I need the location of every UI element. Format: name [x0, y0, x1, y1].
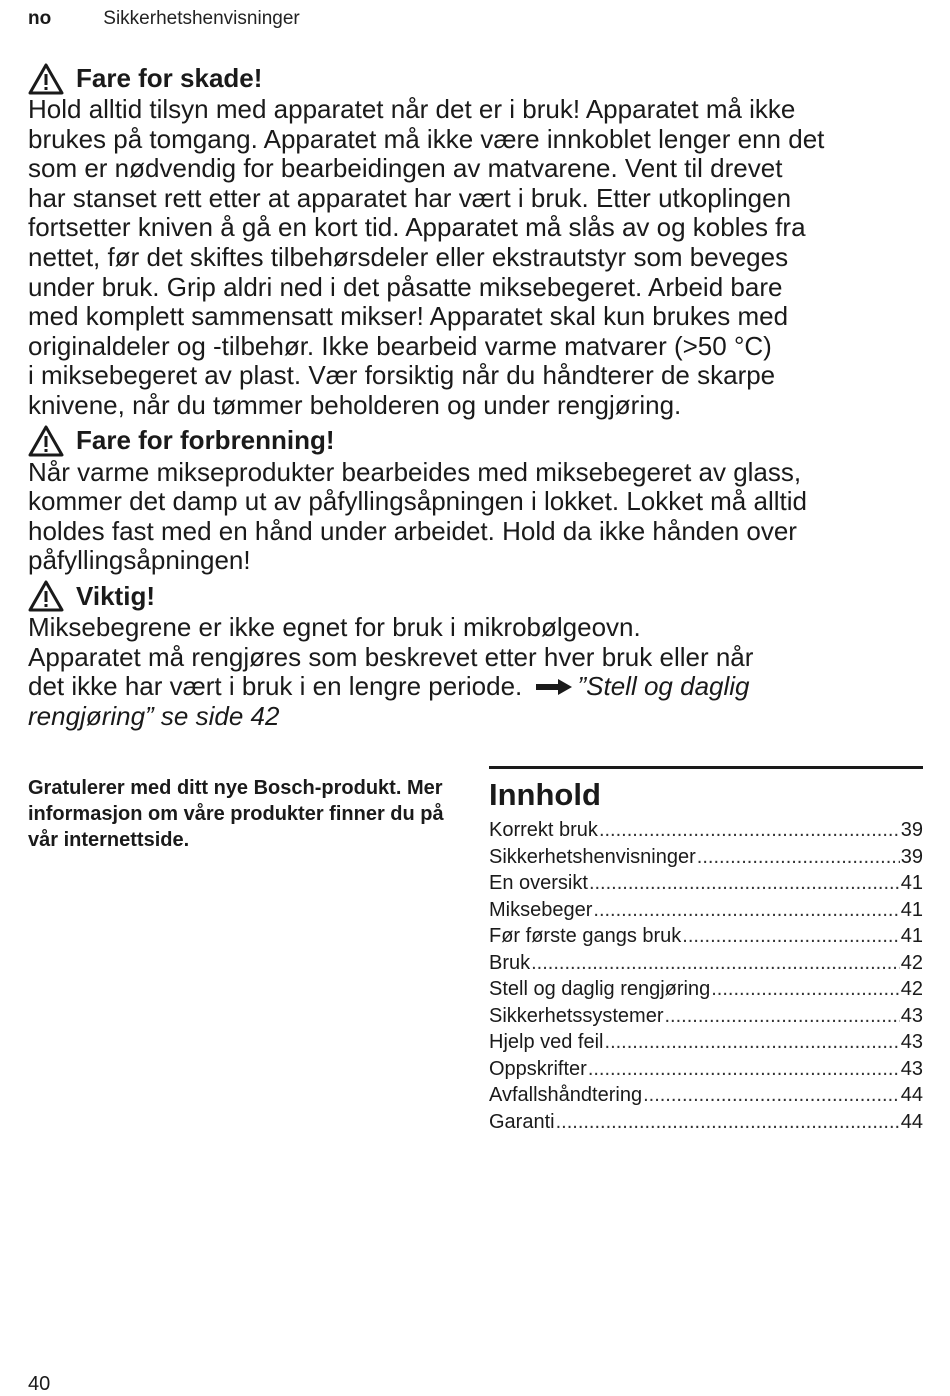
toc-entry[interactable] [489, 978, 923, 1005]
text-line: Miksebegrene er ikke egnet for bruk i mikrobølgeovn. [28, 611, 641, 642]
text-line: med komplett sammensatt mikser! Apparatet skal kun brukes med [28, 301, 789, 332]
toc-entry-label: Bruk [489, 951, 531, 974]
toc-leader-dots [605, 1031, 900, 1054]
toc-entry[interactable] [489, 1005, 923, 1032]
toc-entry[interactable] [489, 1111, 923, 1138]
text-line: nettet, før det skiftes tilbehørsdeler eller ekstrautstyr som beveges [28, 241, 789, 272]
section-title: Sikkerhetshenvisninger [103, 8, 300, 29]
warning-title: Viktig! [76, 580, 155, 611]
toc-entry[interactable] [489, 846, 923, 873]
text-line: Apparatet må rengjøres som beskrevet etter hver bruk eller når [28, 641, 754, 672]
toc-entry[interactable] [489, 1084, 923, 1111]
warning-triangle-icon [28, 580, 64, 612]
toc-leader-dots [588, 1058, 900, 1081]
toc-list [489, 819, 923, 1137]
toc-entry-page: 44 [900, 1084, 923, 1106]
toc-entry-label: Før første gangs bruk [489, 925, 682, 947]
warning-text [28, 95, 928, 421]
warning-text [28, 613, 928, 731]
warning-title: Fare for skade! [76, 62, 263, 93]
toc-title: Innhold [489, 777, 601, 812]
table-of-contents [489, 766, 923, 1137]
divider [489, 766, 923, 769]
warning-burn [28, 425, 928, 576]
text-line-with-reference [28, 672, 928, 702]
warning-heading [28, 580, 928, 613]
toc-entry[interactable] [489, 819, 923, 846]
text-line: brukes på tomgang. Apparatet må ikke være innkoblet lenger enn det [28, 123, 825, 154]
warning-text [28, 458, 928, 576]
warning-title: Fare for forbrenning! [76, 425, 335, 456]
toc-entry-label: En oversikt [489, 872, 588, 894]
toc-leader-dots [682, 925, 899, 948]
toc-leader-dots [531, 952, 900, 975]
toc-entry-page: 43 [900, 1031, 923, 1053]
toc-entry-label: Sikkerhetssystemer [489, 1004, 664, 1027]
text-segment: det ikke har vært i bruk i en lengre periode. [28, 671, 523, 702]
cross-reference-link[interactable]: ”Stell og daglig [577, 671, 750, 702]
toc-entry-page: 44 [900, 1110, 923, 1133]
warning-triangle-icon [28, 63, 64, 95]
toc-entry-label: Korrekt bruk [489, 819, 598, 841]
text-line: fortsetter kniven å gå en kort tid. Apparatet må slås av og kobles fra [28, 212, 806, 243]
arrow-right-icon [534, 677, 574, 697]
toc-entry-label: Oppskrifter [489, 1057, 587, 1080]
toc-entry-page: 41 [900, 872, 923, 894]
toc-entry-page: 41 [900, 925, 923, 947]
warning-injury [28, 62, 928, 421]
toc-entry-label: Miksebeger [489, 898, 593, 921]
text-line: knivene, når du tømmer beholderen og under rengjøring. [28, 389, 682, 420]
text-line: påfyllingsåpningen! [28, 545, 251, 576]
warning-heading [28, 62, 928, 95]
text-line: originaldeler og -tilbehør. Ikke bearbeid varme matvarer (>50 °C) [28, 330, 772, 361]
toc-entry-page: 43 [900, 1004, 923, 1027]
language-code: no [28, 8, 52, 29]
toc-entry-label: Sikkerhetshenvisninger [489, 845, 696, 868]
toc-leader-dots [643, 1084, 900, 1107]
toc-entry-label: Hjelp ved feil [489, 1031, 604, 1053]
toc-entry[interactable] [489, 952, 923, 979]
toc-entry-label: Stell og daglig rengjøring [489, 978, 711, 1000]
toc-entry[interactable] [489, 925, 923, 952]
toc-entry[interactable] [489, 1058, 923, 1085]
text-line: kommer det damp ut av påfyllingsåpningen i lokket. Lokket må alltid [28, 486, 807, 517]
text-line: i miksebegeret av plast. Vær forsiktig når du håndterer de skarpe [28, 360, 776, 391]
text-line: holdes fast med en hånd under arbeidet. Hold da ikke hånden over [28, 515, 797, 546]
toc-entry-page: 41 [900, 898, 923, 921]
toc-entry-page: 39 [900, 845, 923, 868]
page-header [28, 8, 300, 30]
warning-heading [28, 425, 928, 458]
warning-triangle-icon [28, 425, 64, 457]
toc-entry-page: 43 [900, 1057, 923, 1080]
toc-entry-page: 42 [900, 978, 923, 1000]
toc-leader-dots [593, 899, 899, 922]
intro-text: Gratulerer med ditt nye Bosch-produkt. Mer informasjon om våre produkter finner du på vår internettside. [28, 777, 444, 851]
page-number: 40 [28, 1373, 51, 1395]
text-line: har stanset rett etter at apparatet har vært i bruk. Etter utkoplingen [28, 182, 792, 213]
toc-leader-dots [697, 846, 900, 869]
cross-reference-link[interactable]: rengjøring” se side 42 [28, 700, 280, 731]
toc-entry-page: 42 [900, 951, 923, 974]
toc-entry[interactable] [489, 1031, 923, 1058]
toc-entry-label: Garanti [489, 1110, 555, 1133]
text-line: Når varme mikseprodukter bearbeides med miksebegeret av glass, [28, 456, 802, 487]
text-line: under bruk. Grip aldri ned i det påsatte miksebegeret. Arbeid bare [28, 271, 783, 302]
toc-leader-dots [599, 819, 900, 842]
safety-notices [28, 62, 928, 731]
toc-entry[interactable] [489, 872, 923, 899]
toc-leader-dots [556, 1111, 900, 1134]
toc-leader-dots [589, 872, 900, 895]
text-line: som er nødvendig for bearbeidingen av matvarene. Vent til drevet [28, 153, 783, 184]
warning-important [28, 580, 928, 731]
toc-leader-dots [665, 1005, 900, 1028]
toc-entry[interactable] [489, 899, 923, 926]
toc-entry-page: 39 [900, 819, 923, 841]
toc-leader-dots [711, 978, 900, 1001]
text-line: Hold alltid tilsyn med apparatet når det er i bruk! Apparatet må ikke [28, 94, 796, 124]
toc-entry-label: Avfallshåndtering [489, 1084, 643, 1106]
